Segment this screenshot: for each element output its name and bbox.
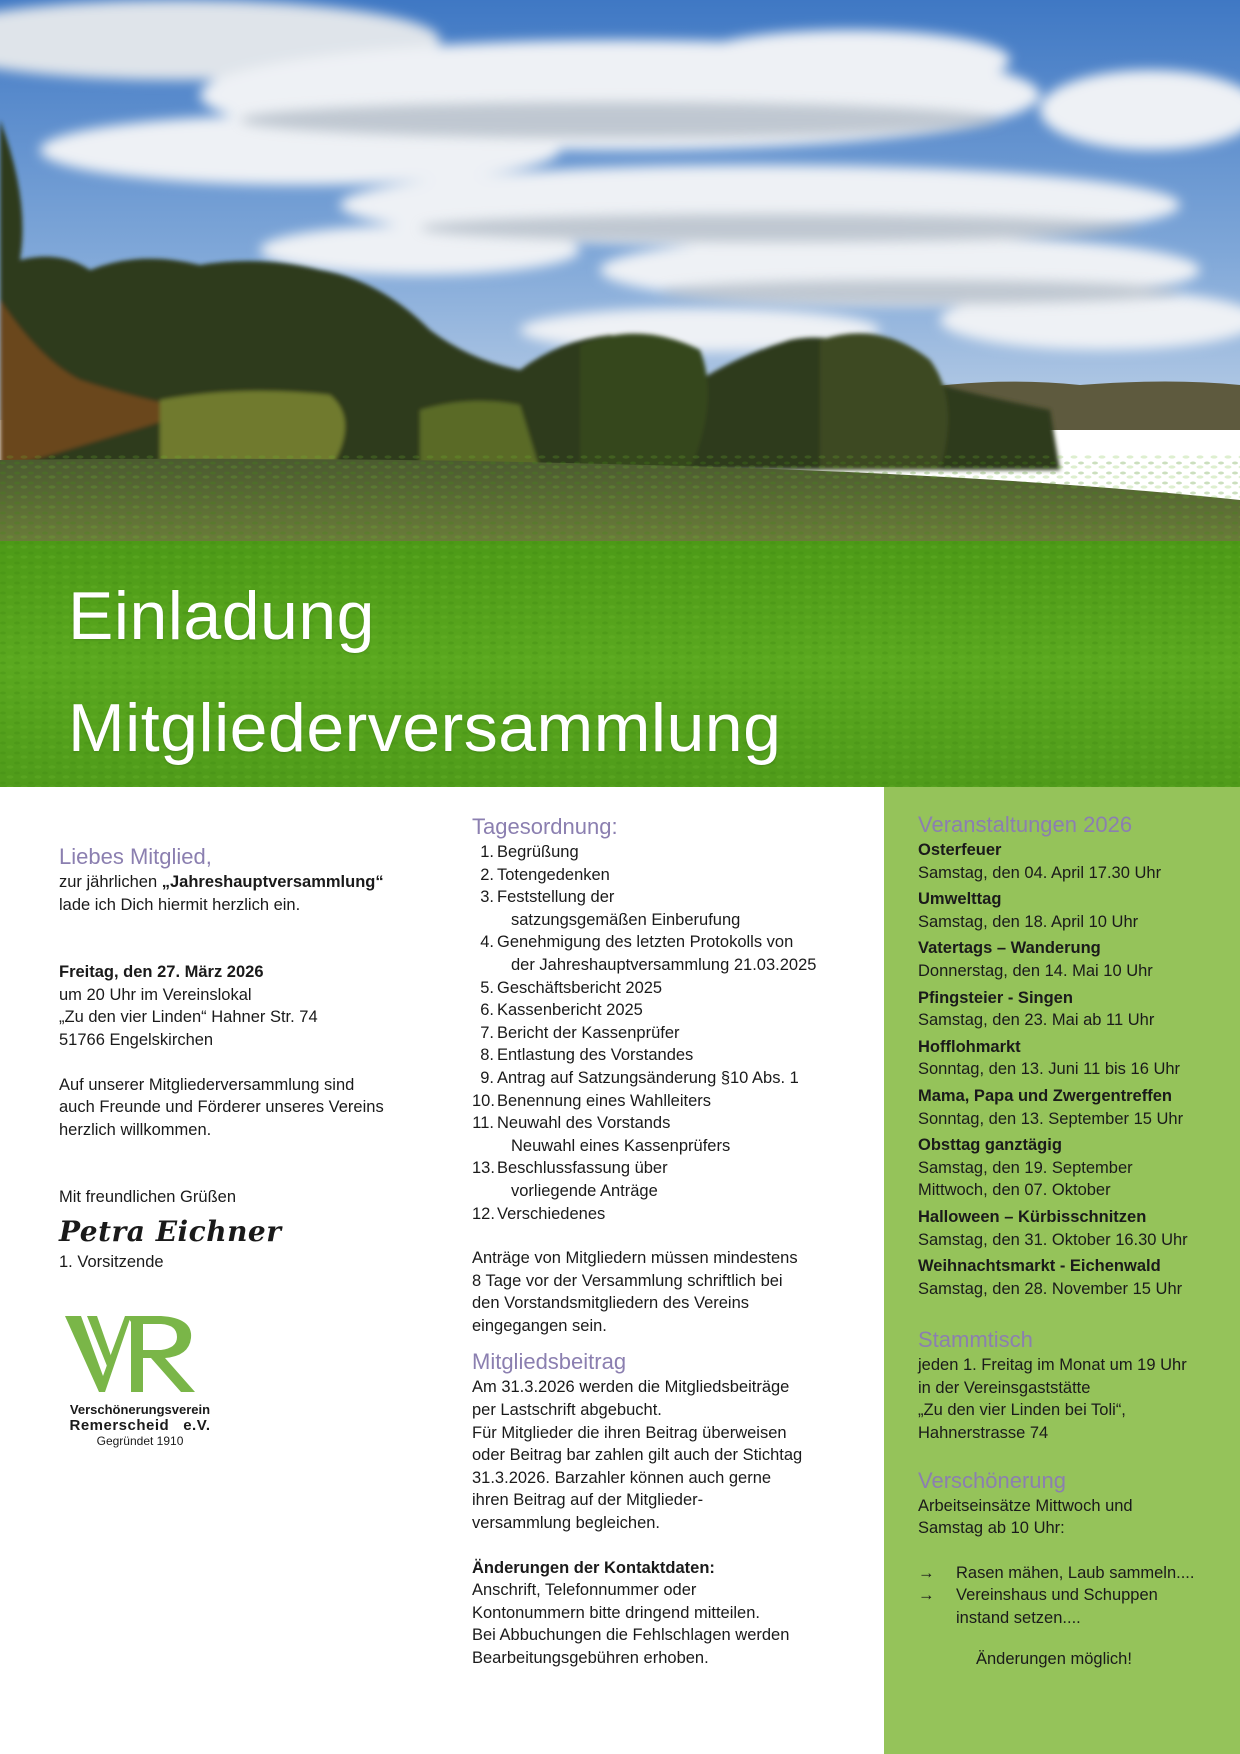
agenda-item-number: 7. xyxy=(480,1023,494,1042)
hero-photo xyxy=(0,0,1240,787)
title-einladung: Einladung xyxy=(68,578,375,654)
event-name: Hofflohmarkt xyxy=(918,1037,1021,1056)
agenda-item-number: 1. xyxy=(480,843,494,861)
agenda-item xyxy=(472,1044,842,1067)
event-item xyxy=(918,937,1240,982)
agenda-item-line: Feststellung der xyxy=(497,888,615,907)
agenda-item xyxy=(472,999,842,1022)
event-name: Osterfeuer xyxy=(918,841,1002,859)
agenda-item-line: Begrüßung xyxy=(497,843,579,861)
changes-note: Änderungen möglich! xyxy=(976,1649,1132,1668)
agenda-item-line: Kassenbericht 2025 xyxy=(497,1001,643,1020)
agenda-item-text xyxy=(497,886,842,931)
agenda-column xyxy=(472,787,842,1670)
agenda-item xyxy=(472,864,842,887)
event-name: Mama, Papa und Zwergentreffen xyxy=(918,1086,1172,1105)
beautify-task-line: Rasen mähen, Laub sammeln.... xyxy=(956,1563,1195,1582)
vr-logo-mark xyxy=(65,1316,205,1396)
agenda-item-line: Neuwahl des Vorstands xyxy=(497,1114,671,1133)
event-item xyxy=(918,987,1240,1032)
agenda-item xyxy=(472,1112,842,1157)
intro-text xyxy=(59,871,419,894)
beautify-line: Arbeitseinsätze Mittwoch und xyxy=(918,1496,1133,1515)
event-name: Halloween – Kürbisschnitzen xyxy=(918,1207,1147,1226)
intro-prefix: zur jährlichen xyxy=(59,873,162,891)
agenda-item-text xyxy=(497,1090,842,1113)
signatory-role: 1. Vorsitzende xyxy=(59,1252,164,1271)
agenda-item xyxy=(472,977,842,1000)
intro-line2: lade ich Dich hiermit herzlich ein. xyxy=(59,895,301,914)
arrow-right-icon: → xyxy=(918,1563,935,1582)
agenda-item-number: 3. xyxy=(480,888,494,907)
agenda-item-line: Entlastung des Vorstandes xyxy=(497,1046,694,1065)
agenda-item-line: der Jahreshauptversammlung 21.03.2025 xyxy=(511,955,817,974)
agenda-item-number: 9. xyxy=(480,1068,494,1087)
venue-line: 51766 Engelskirchen xyxy=(59,1030,214,1049)
contact-line: Bearbeitungsgebühren erhoben. xyxy=(472,1649,709,1667)
agenda-item-text xyxy=(497,1112,842,1157)
motions-note-line: Anträge von Mitgliedern müssen mindestens xyxy=(472,1249,798,1268)
beautify-task-text xyxy=(956,1562,1194,1585)
agenda-item-line: Benennung eines Wahlleiters xyxy=(497,1091,712,1110)
stammtisch-line: jeden 1. Freitag im Monat um 19 Uhr xyxy=(918,1356,1187,1375)
agenda-item-text xyxy=(497,841,842,864)
agenda-item xyxy=(472,886,842,931)
fee-line: per Lastschrift abgebucht. xyxy=(472,1401,662,1420)
beautify-heading: Verschönerung xyxy=(918,1467,1066,1493)
events-heading: Veranstaltungen 2026 xyxy=(918,812,1133,837)
event-date: Samstag, den 31. Oktober 16.30 Uhr xyxy=(918,1230,1188,1249)
event-name: Weihnachtsmarkt - Eichenwald xyxy=(918,1257,1161,1276)
agenda-item-text xyxy=(497,1044,842,1067)
event-name: Vatertags – Wanderung xyxy=(918,939,1101,958)
event-item xyxy=(918,1255,1240,1300)
contact-heading: Änderungen der Kontaktdaten: xyxy=(472,1558,715,1577)
event-date: Samstag, den 04. April 17.30 Uhr xyxy=(918,863,1162,882)
agenda-item-text xyxy=(497,864,842,887)
event-item xyxy=(918,1036,1240,1081)
guests-line: herzlich willkommen. xyxy=(59,1120,212,1139)
closing-text: Mit freundlichen Grüßen xyxy=(59,1188,236,1207)
fee-line: oder Beitrag bar zahlen gilt auch der Stichtag xyxy=(472,1446,803,1465)
agenda-item xyxy=(472,1157,842,1202)
agenda-item-number: 2. xyxy=(480,865,494,884)
agenda-item-number: 11. xyxy=(472,1114,494,1133)
stammtisch-line: in der Vereinsgaststätte xyxy=(918,1378,1091,1397)
event-date: Samstag, den 28. November 15 Uhr xyxy=(918,1279,1183,1298)
agenda-item-text xyxy=(497,977,842,1000)
agenda-item xyxy=(472,1090,842,1113)
event-date: Donnerstag, den 14. Mai 10 Uhr xyxy=(918,961,1153,980)
beautify-task-line: instand setzen.... xyxy=(956,1609,1081,1628)
event-date: Mittwoch, den 07. Oktober xyxy=(918,1181,1111,1200)
event-item xyxy=(918,1085,1240,1130)
agenda-item-line: Genehmigung des letzten Protokolls von xyxy=(497,933,794,952)
stammtisch-line: Hahnerstrasse 74 xyxy=(918,1424,1049,1443)
agenda-item-line: Beschlussfassung über xyxy=(497,1159,668,1178)
title-mitgliederversammlung: Mitgliederversammlung xyxy=(68,690,782,766)
beautify-task xyxy=(918,1584,1240,1629)
venue-line: um 20 Uhr im Vereinslokal xyxy=(59,985,252,1004)
logo-text xyxy=(65,1402,215,1448)
motions-note-line: 8 Tage vor der Versammlung schriftlich bei xyxy=(472,1271,783,1290)
beautify-task xyxy=(918,1562,1240,1585)
fee-line: 31.3.2026. Barzahler können auch gerne xyxy=(472,1468,772,1487)
event-item xyxy=(918,839,1240,884)
agenda-item-number: 6. xyxy=(480,1001,494,1020)
club-logo xyxy=(65,1316,215,1449)
motions-note-line: eingegangen sein. xyxy=(472,1316,607,1335)
agenda-item-line: Geschäftsbericht 2025 xyxy=(497,978,663,997)
event-date: Samstag, den 19. September xyxy=(918,1158,1133,1177)
agenda-item xyxy=(472,1022,842,1045)
event-date: Samstag, den 18. April 10 Uhr xyxy=(918,912,1139,931)
intro-bold: „Jahreshauptversammlung“ xyxy=(161,873,384,891)
logo-name-line1: Verschönerungsverein xyxy=(69,1402,211,1418)
agenda-item-number: 10. xyxy=(472,1091,495,1110)
agenda-item-text xyxy=(497,1022,842,1045)
agenda-item-line: Antrag auf Satzungsänderung §10 Abs. 1 xyxy=(497,1068,799,1087)
agenda-item-text xyxy=(497,1157,842,1202)
invitation-column xyxy=(59,787,419,1448)
title-block xyxy=(68,560,781,784)
guests-line: auch Freunde und Förderer unseres Vereins xyxy=(59,1098,384,1117)
logo-name-line2: Remerscheid e.V. xyxy=(69,1417,211,1435)
fee-heading: Mitgliedsbeitrag xyxy=(472,1349,627,1375)
agenda-item-line: vorliegende Anträge xyxy=(511,1181,658,1200)
beautify-task-text xyxy=(956,1584,1158,1629)
event-date: Sonntag, den 13. September 15 Uhr xyxy=(918,1109,1184,1128)
beautify-task-list xyxy=(918,1562,1240,1630)
agenda-item-number: 5. xyxy=(480,978,494,997)
agenda-item-number: 13. xyxy=(472,1159,495,1178)
agenda-item-line: Bericht der Kassenprüfer xyxy=(497,1023,680,1042)
event-date: Samstag, den 23. Mai ab 11 Uhr xyxy=(918,1011,1155,1030)
beautify-line: Samstag ab 10 Uhr: xyxy=(918,1519,1065,1538)
agenda-item-number: 12. xyxy=(472,1204,495,1223)
greeting-heading: Liebes Mitglied, xyxy=(59,844,212,869)
agenda-item-line: Totengedenken xyxy=(497,865,610,884)
agenda-item-line: Neuwahl eines Kassenprüfers xyxy=(511,1136,731,1155)
event-name: Umwelttag xyxy=(918,890,1002,909)
contact-line: Kontonummern bitte dringend mitteilen. xyxy=(472,1603,760,1622)
agenda-item-number: 8. xyxy=(480,1046,494,1065)
fee-line: ihren Beitrag auf der Mitglieder- xyxy=(472,1491,704,1510)
event-name: Obsttag ganztägig xyxy=(918,1136,1062,1155)
agenda-item xyxy=(472,1203,842,1226)
agenda-item xyxy=(472,841,842,864)
event-item xyxy=(918,888,1240,933)
arrow-right-icon: → xyxy=(918,1586,935,1605)
motions-note-line: den Vorstandsmitgliedern des Vereins xyxy=(472,1294,750,1313)
stammtisch-heading: Stammtisch xyxy=(918,1327,1033,1353)
beautify-task-line: Vereinshaus und Schuppen xyxy=(956,1586,1158,1605)
agenda-item-text xyxy=(497,999,842,1022)
venue-line: „Zu den vier Linden“ Hahner Str. 74 xyxy=(59,1008,318,1027)
fee-line: versammlung begleichen. xyxy=(472,1514,661,1533)
agenda-item-line: Verschiedenes xyxy=(497,1204,606,1223)
agenda-item xyxy=(472,1067,842,1090)
signature: Petra Eichner xyxy=(59,1214,282,1248)
agenda-item-number: 4. xyxy=(480,933,494,952)
agenda-list xyxy=(472,841,842,1225)
event-date: Sonntag, den 13. Juni 11 bis 16 Uhr xyxy=(918,1060,1181,1079)
event-item xyxy=(918,1134,1240,1202)
agenda-item-text xyxy=(497,1067,842,1090)
event-item xyxy=(918,1206,1240,1251)
stammtisch-line: „Zu den vier Linden bei Toli“, xyxy=(918,1401,1126,1420)
contact-line: Anschrift, Telefonnummer oder xyxy=(472,1581,697,1600)
event-name: Pfingsteier - Singen xyxy=(918,988,1073,1007)
meeting-date: Freitag, den 27. März 2026 xyxy=(59,963,264,982)
agenda-item-text xyxy=(497,931,842,976)
agenda-item-text xyxy=(497,1203,842,1226)
logo-founded: Gegründet 1910 xyxy=(96,1434,184,1449)
events-list xyxy=(918,839,1240,1300)
fee-line: Für Mitglieder die ihren Beitrag überweisen xyxy=(472,1423,787,1442)
contact-line: Bei Abbuchungen die Fehlschlagen werden xyxy=(472,1626,790,1645)
agenda-item-line: satzungsgemäßen Einberufung xyxy=(511,910,741,929)
events-panel xyxy=(884,787,1240,1754)
agenda-item xyxy=(472,931,842,976)
guests-line: Auf unserer Mitgliederversammlung sind xyxy=(59,1075,355,1094)
agenda-heading: Tagesordnung: xyxy=(472,814,618,839)
fee-line: Am 31.3.2026 werden die Mitgliedsbeiträge xyxy=(472,1378,790,1397)
